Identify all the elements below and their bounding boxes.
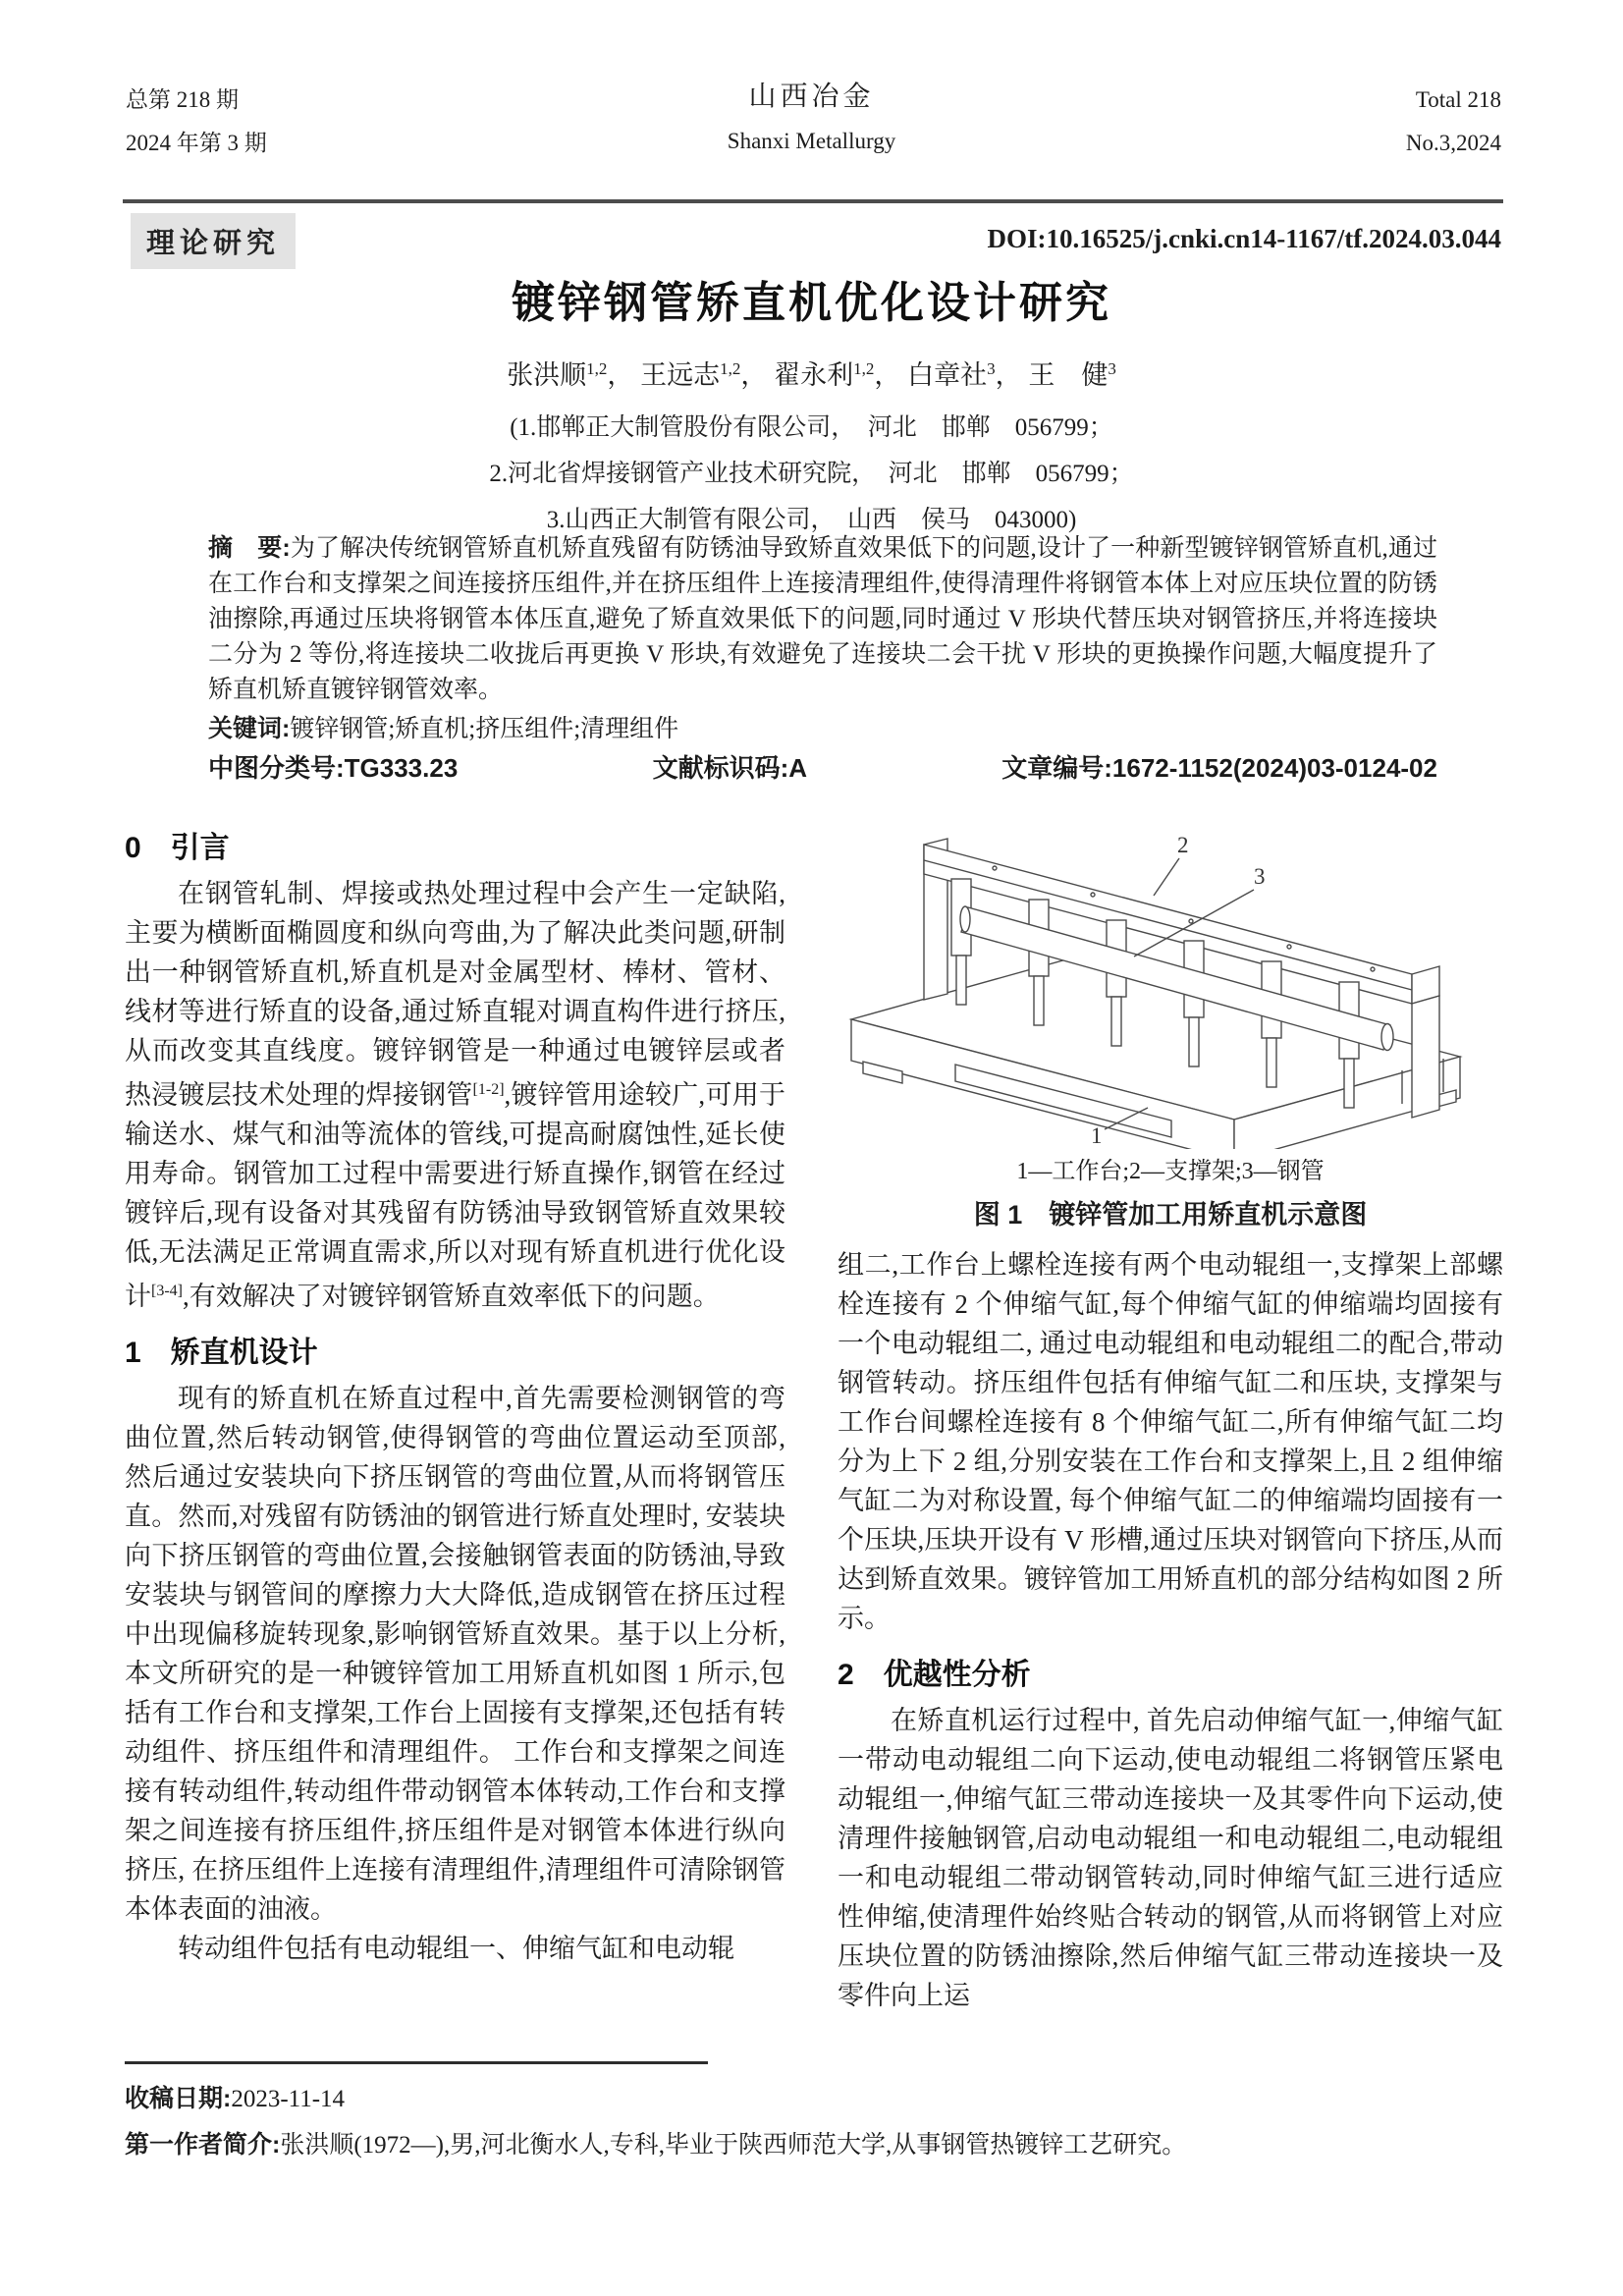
abstract-text: 为了解决传统钢管矫直机矫直残留有防锈油导致矫直效果低下的问题,设计了一种新型镀锌钢管矫直机,通过在工作台和支撑架之间连接挤压组件,并在挤压组件上连接清理组件,使得清理件将钢管本体上对应压块位置的防锈油擦除,再通过压块将钢管本体压直,避免了矫直效果低下的问题,同时通过 V 形块代替压块对钢管挤压,并将连接块二分为 2 等份,将连接块二收拢后再更换 V 形块,有效避免了连接块二会干扰 V 形块的更换操作问题,大幅度提升了矫直机矫直镀锌钢管效率。 <box>208 535 1438 703</box>
article-id: 文章编号:1672-1152(2024)03-0124-02 <box>1001 753 1437 783</box>
figure-label-1: 1 <box>1091 1123 1103 1148</box>
first-author-bio-label: 第一作者简介: <box>125 2131 281 2159</box>
header-rule <box>123 199 1503 203</box>
affiliation-line: 3.山西正大制管有限公司， 山西 侯马 043000) <box>546 507 1077 533</box>
keywords-line <box>208 709 1437 744</box>
pipe-left-cap <box>960 906 970 932</box>
keywords-text: 镀锌钢管;矫直机;挤压组件;清理组件 <box>290 716 679 742</box>
clc-number: 中图分类号:TG333.23 <box>208 753 459 783</box>
received-date-label: 收稿日期: <box>125 2085 232 2112</box>
first-author-bio-line <box>125 2122 1503 2168</box>
header-issue-info-en <box>1406 79 1501 165</box>
right-column <box>838 817 1503 2015</box>
author: 张洪顺$^{1,2}$， <box>507 359 641 390</box>
keywords-label: 关键词: <box>208 715 291 742</box>
header-total-en: Total 218 <box>1415 87 1501 112</box>
left-column <box>125 817 785 1968</box>
citation-ref: [1-2] <box>472 1081 505 1098</box>
header-no-en: No.3,2024 <box>1405 131 1501 155</box>
affiliation-line: 2.河北省焊接钢管产业技术研究院， 河北 邯郸 056799； <box>489 461 1134 487</box>
meta-row <box>208 748 1437 785</box>
column-badge: 理论研究 <box>131 213 296 269</box>
frame-right-post <box>1412 996 1439 1118</box>
section-heading-intro: 0 引言 <box>125 832 230 864</box>
affiliation-line: (1.邯郸正大制管股份有限公司， 河北 邯郸 056799； <box>510 414 1113 441</box>
figure-label-3: 3 <box>1254 864 1266 889</box>
abstract-block <box>208 530 1437 708</box>
figure-label-2: 2 <box>1177 833 1189 857</box>
affiliations <box>0 405 1623 543</box>
author: 白章社$^3$， <box>907 359 1029 390</box>
footnote-rule <box>125 2061 708 2064</box>
cylinder-unit <box>951 879 971 1005</box>
journal-name-cn: 山西冶金 <box>748 82 875 112</box>
doi-line: DOI:10.16525/j.cnki.cn14-1167/tf.2024.03.044 <box>987 224 1501 253</box>
article-title: 镀锌钢管矫直机优化设计研究 <box>512 279 1111 327</box>
header-journal-name <box>0 75 1623 163</box>
section-heading-design: 1 矫直机设计 <box>125 1337 318 1369</box>
header-issue-year-cn: 2024 年第 3 期 <box>126 131 267 155</box>
intro-paragraph: 在钢管轧制、焊接或热处理过程中会产生一定缺陷,主要为横断面椭圆度和纵向弯曲,为了解决此类问题,研制出一种钢管矫直机,矫直机是对金属型材、棒材、管材、线材等进行矫直的设备,通过矫直辊对调直构件进行挤压,从而改变其直线度。镀锌钢管是一种通过电镀锌层或者热浸镀层技术处理的焊接钢管[1-2],镀锌管用途较广,可用于输送水、煤气和油等流体的管线,可提高耐腐蚀性,延长使用寿命。钢管加工过程中需要进行矫直操作,钢管在经过镀锌后,现有设备对其残留有防锈油导致钢管矫直效果较低,无法满足正常调直需求,所以对现有矫直机进行优化设计[3-4],有效解决了对镀锌钢管矫直效率低下的问题。 <box>125 879 786 1311</box>
author-line <box>0 354 1623 392</box>
first-author-bio-value: 张洪顺(1972—),男,河北衡水人,专科,毕业于陕西师范大学,从事钢管热镀锌工艺研究。 <box>280 2132 1187 2159</box>
analysis-paragraph: 在矫直机运行过程中, 首先启动伸缩气缸一,伸缩气缸一带动电动辊组二向下运动,使电动辊组二将钢管压紧电动辊组一,伸缩气缸三带动连接块一及其零件向下运动,使清理件接触钢管,启动电动辊组一和电动辊组二,电动辊组一和电动辊组二带动钢管转动,同时伸缩气缸三进行适应性伸缩,使清理件始终贴合转动的钢管,从而将钢管上对应压块位置的防锈油擦除,然后伸缩气缸三带动连接块一及零件向上运 <box>838 1706 1503 2010</box>
author: 王 健$^3$ <box>1028 359 1116 390</box>
leader-line-2 <box>1154 858 1179 896</box>
figure-1 <box>838 817 1503 1231</box>
design-paragraph-1: 现有的矫直机在矫直过程中,首先需要检测钢管的弯曲位置,然后转动钢管,使得钢管的弯曲位置运动至顶部, 然后通过安装块向下挤压钢管的弯曲位置,从而将钢管压直。然而,对残留有防锈油的钢管进行矫直处理时, 安装块向下挤压钢管的弯曲位置,会接触钢管表面的防锈油,导致安装块与钢管间的摩擦力大大降低,造成钢管在挤压过程中出现偏移旋转现象,影响钢管矫直效果。基于以上分析,本文所研究的是一种镀锌管加工用矫直机如图 1 所示,包括有工作台和支撑架,工作台上固接有支撑架,还包括有转动组件、挤压组件和清理组件。 工作台和支撑架之间连接有转动组件,转动组件带动钢管本体转动,工作台和支撑架之间连接有挤压组件,挤压组件是对钢管本体进行纵向挤压, 在挤压组件上连接有清理组件,清理组件可清除钢管本体表面的油液。 <box>125 1384 785 1924</box>
author: 翟永利$^{1,2}$， <box>774 359 908 390</box>
section-heading-analysis: 2 优越性分析 <box>838 1659 1031 1691</box>
pipe-right-cap <box>1381 1024 1393 1051</box>
document-code: 文献标识码:A <box>652 753 807 783</box>
received-date-value: 2023-11-14 <box>231 2086 346 2112</box>
figure-1-caption: 图 1 镀锌管加工用矫直机示意图 <box>973 1200 1368 1230</box>
abstract-label: 摘 要: <box>208 534 291 562</box>
author: 王远志$^{1,2}$， <box>640 359 775 390</box>
citation-ref: [3-4] <box>151 1283 183 1299</box>
journal-name-en: Shanxi Metallurgy <box>727 129 896 153</box>
straightener-machine-drawing <box>838 817 1503 1149</box>
received-date-line <box>125 2076 1503 2122</box>
figure-1-legend: 1—工作台;2—支撑架;3—钢管 <box>1016 1159 1325 1184</box>
header-issue-total-cn: 总第 218 期 <box>126 87 239 112</box>
design-paragraph-2: 转动组件包括有电动辊组一、伸缩气缸和电动辊 <box>178 1934 734 1963</box>
footnote-block <box>125 2076 1503 2168</box>
design-paragraph-continued: 组二,工作台上螺栓连接有两个电动辊组一,支撑架上部螺栓连接有 2 个伸缩气缸,每个伸缩气缸的伸缩端均固接有一个电动辊组二, 通过电动辊组和电动辊组二的配合,带动钢管转动。挤压组件包括有伸缩气缸二和压块, 支撑架与工作台间螺栓连接有 8 个伸缩气缸二,所有伸缩气缸二均分为上下 2 组,分别安装在工作台和支撑架上,且 2 组伸缩气缸二为对称设置, 每个伸缩气缸二的伸缩端均固接有一个压块,压块开设有 V 形槽,通过压块对钢管向下挤压,从而达到矫直效果。镀锌管加工用矫直机的部分结构如图 2 所示。 <box>838 1250 1503 1633</box>
